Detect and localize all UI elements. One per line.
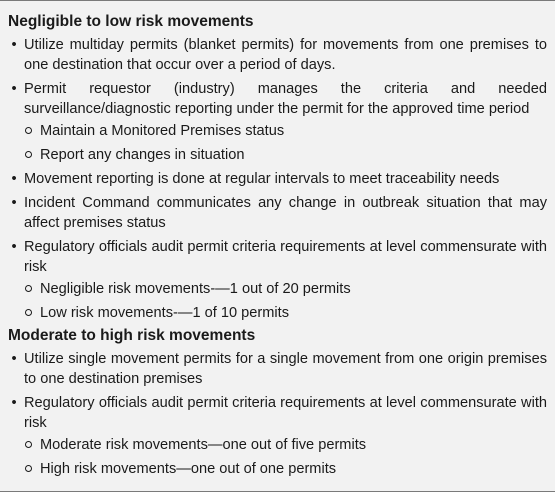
bullet-dot-icon: • [11,81,17,97]
sub-bullet-item [24,303,547,323]
sub-bullet-item [24,435,547,455]
hollow-circle-bullet-icon [25,309,32,316]
bullet-item [8,169,547,189]
section-title-low-risk: Negligible to low risk movements [8,13,254,30]
bullet-dot-icon: • [11,395,17,411]
sub-bullet-item [24,121,547,141]
bullet-item [8,349,547,389]
sub-bullet-text: Low risk movements-—1 of 10 permits [40,305,289,321]
bullet-text: Utilize multiday permits (blanket permits) for movements from one premises to one destination that occur over a period of days. [24,37,547,73]
bullet-text: Permit requestor (industry) manages the criteria and needed surveillance/diagnostic reporting under the permit for the approved time period [24,81,547,117]
sub-bullet-item [24,459,547,479]
sub-bullet-list [24,121,547,165]
hollow-circle-bullet-icon [25,465,32,472]
bullet-text: Regulatory officials audit permit criteria requirements at level commensurate with risk [24,239,547,275]
bullet-dot-icon: • [11,37,17,53]
sub-bullet-list [24,279,547,323]
hollow-circle-bullet-icon [25,151,32,158]
sub-bullet-text: Moderate risk movements—one out of five permits [40,437,367,453]
sub-bullet-text: High risk movements—one out of one permits [40,461,337,477]
low-risk-bullet-list [8,35,547,323]
bullet-text: Regulatory officials audit permit criteria requirements at level commensurate with risk [24,395,547,431]
sub-bullet-text: Report any changes in situation [40,147,245,163]
high-risk-bullet-list [8,349,547,479]
bullet-item [8,237,547,323]
bullet-item [8,193,547,233]
bullet-dot-icon: • [11,351,17,367]
bullet-item [8,35,547,75]
hollow-circle-bullet-icon [25,127,32,134]
bullet-item [8,393,547,479]
bullet-dot-icon: • [11,171,17,187]
bullet-dot-icon: • [11,239,17,255]
sub-bullet-list [24,435,547,479]
hollow-circle-bullet-icon [25,441,32,448]
sub-bullet-text: Maintain a Monitored Premises status [40,123,285,139]
bullet-item [8,79,547,165]
sub-bullet-item [24,279,547,299]
bullet-text: Utilize single movement permits for a single movement from one origin premises to one destination premises [24,351,547,387]
bullet-dot-icon: • [11,195,17,211]
section-title-high-risk: Moderate to high risk movements [8,327,256,344]
bullet-text: Incident Command communicates any change in outbreak situation that may affect premises status [24,195,547,231]
bullet-text: Movement reporting is done at regular intervals to meet traceability needs [24,171,500,187]
hollow-circle-bullet-icon [25,285,32,292]
sub-bullet-item [24,145,547,165]
sub-bullet-text: Negligible risk movements-—1 out of 20 permits [40,281,351,297]
